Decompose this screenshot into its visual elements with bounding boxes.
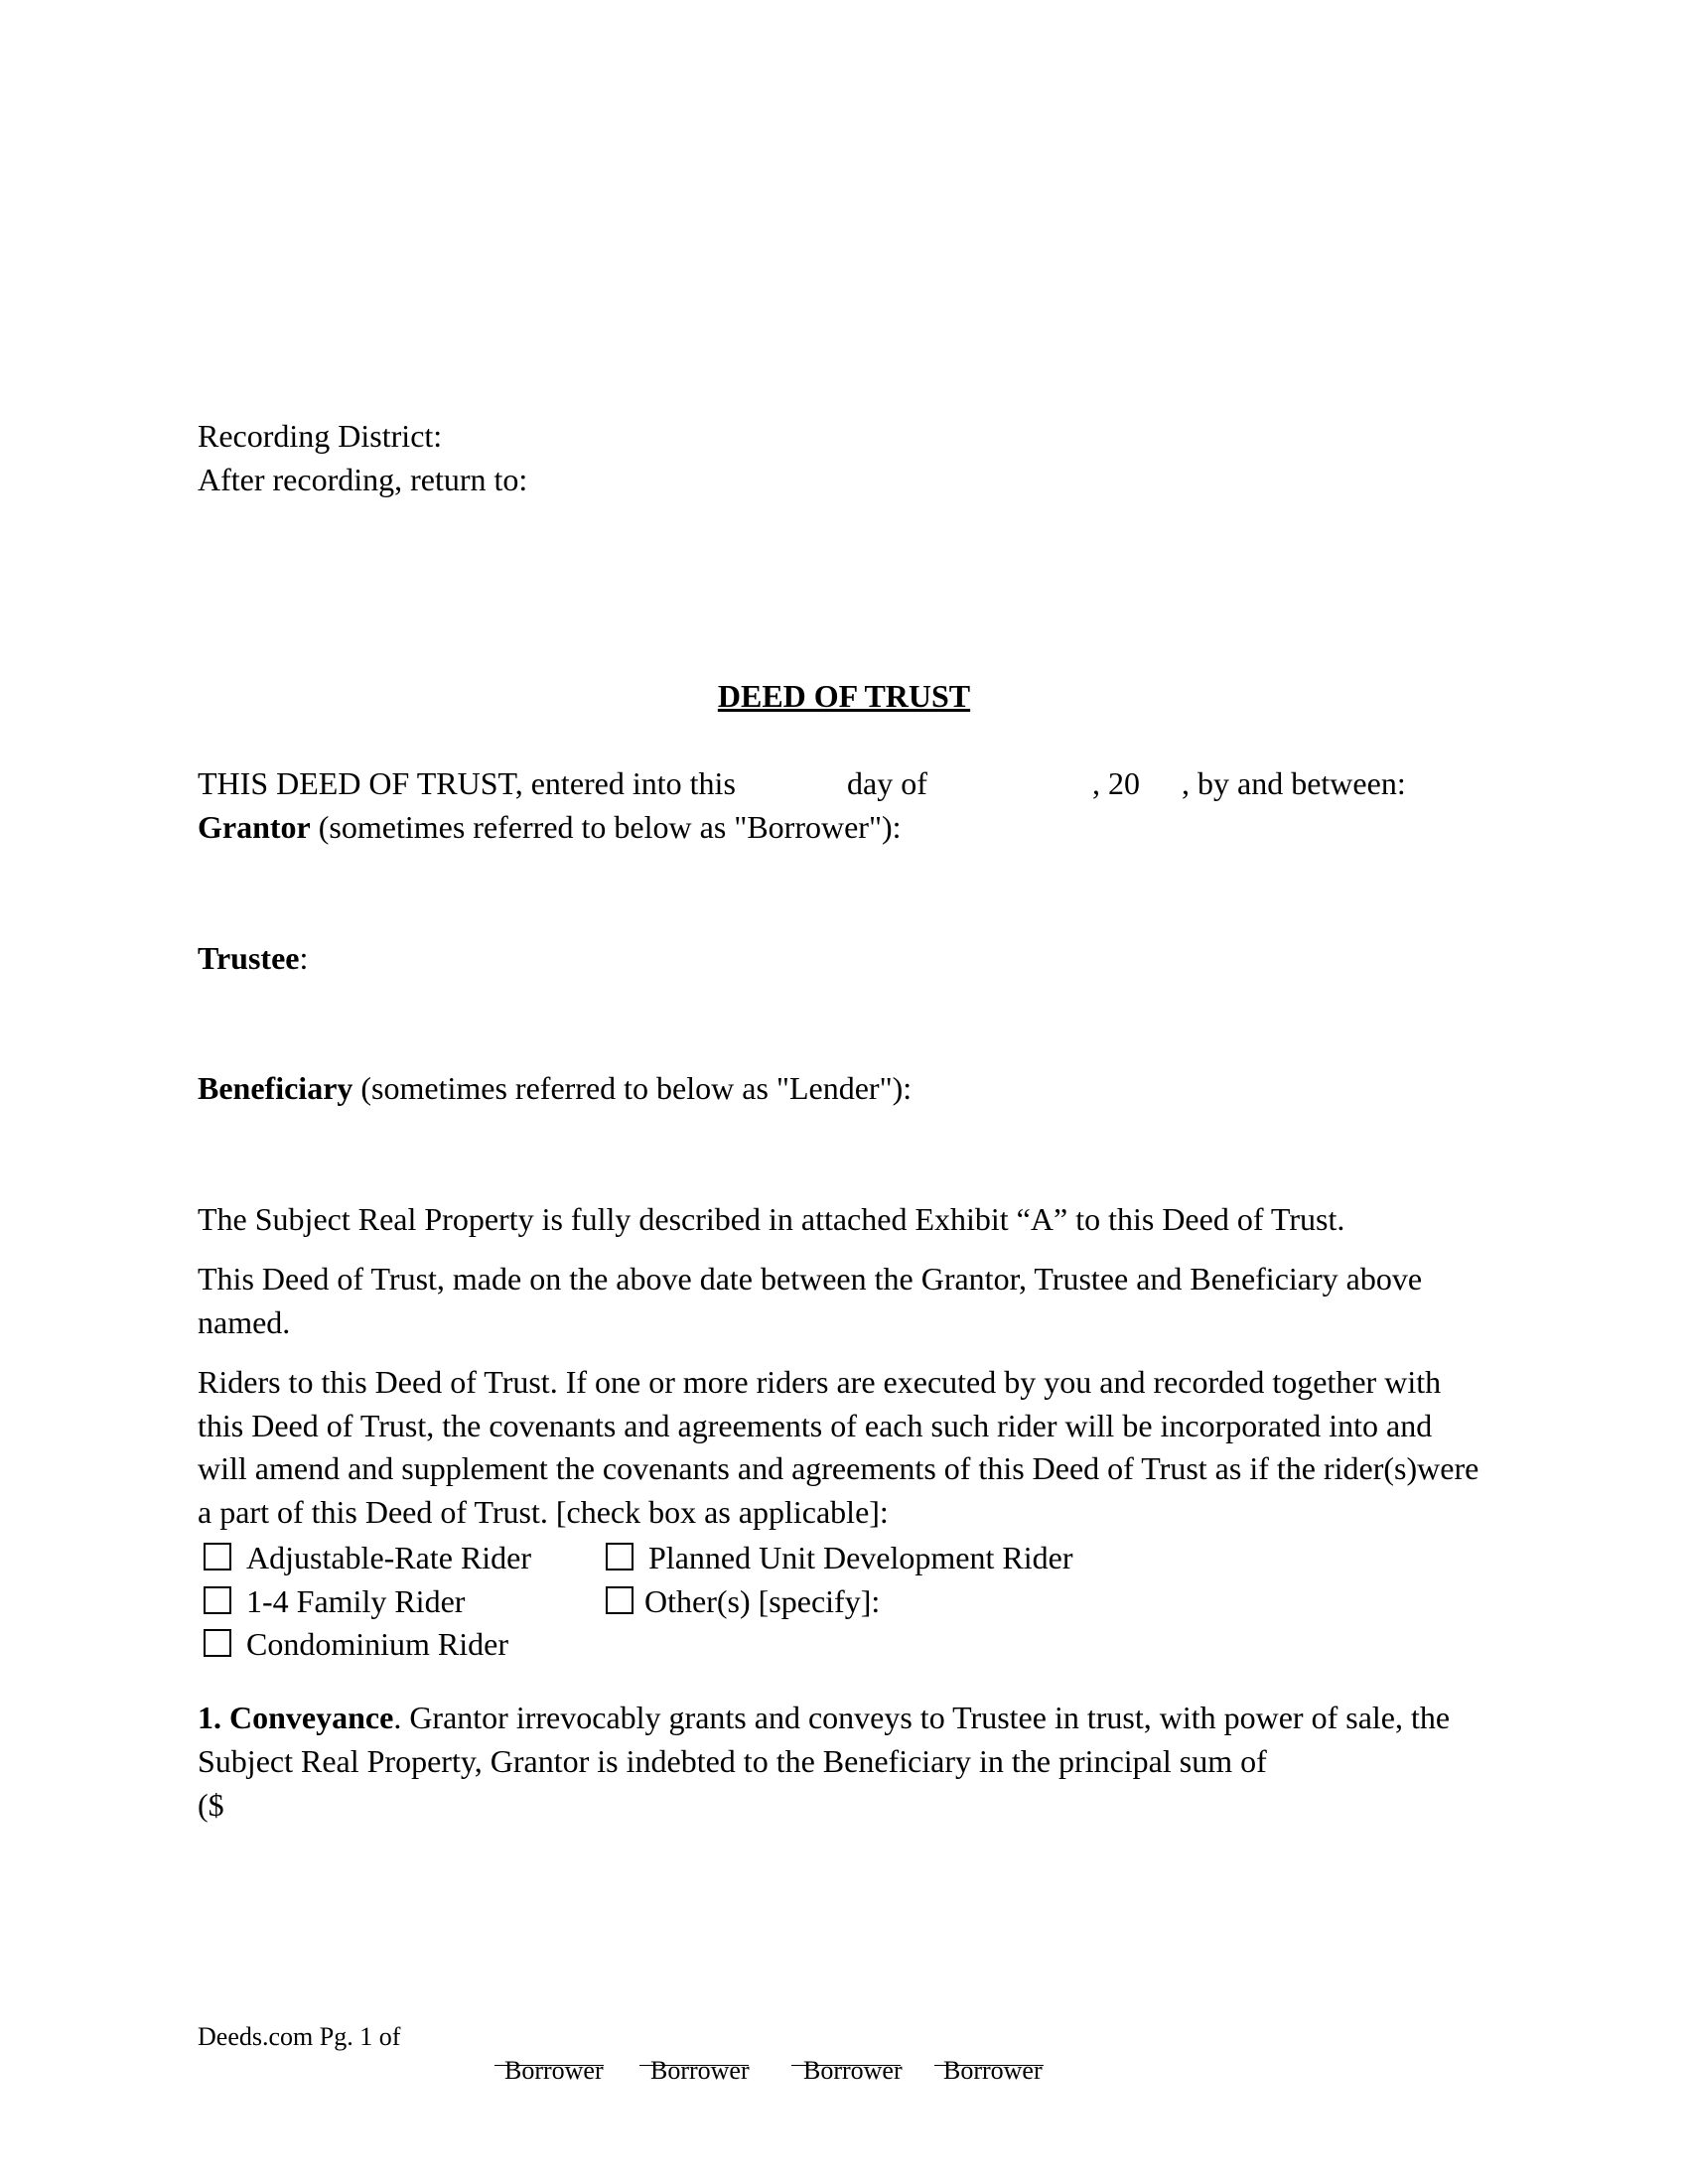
subject-property-paragraph: The Subject Real Property is fully described in attached Exhibit “A” to this Deed of Trust. — [198, 1201, 1345, 1237]
conveyance-text: . Grantor irrevocably grants and conveys to Trustee in trust, with power of sale, the Subject Real Property, Grantor is indebted to the Beneficiary in the principal sum of — [198, 1700, 1451, 1779]
intro-between: , by and between: — [1182, 765, 1406, 801]
adjustable-rate-rider-checkbox[interactable] — [204, 1543, 231, 1570]
document-title: DEED OF TRUST — [717, 678, 971, 714]
beneficiary-label: Beneficiary — [198, 1070, 353, 1106]
grantor-line — [198, 806, 902, 848]
borrower-label: Borrower — [504, 2056, 604, 2085]
beneficiary-line — [198, 1067, 912, 1109]
return-to-label: After recording, return to: — [198, 462, 528, 497]
beneficiary-desc: (sometimes referred to below as "Lender"): — [352, 1070, 913, 1106]
family-rider-label: 1-4 Family Rider — [246, 1583, 466, 1619]
borrower-label: Borrower — [650, 2056, 750, 2085]
intro-text: THIS DEED OF TRUST, entered into this — [198, 765, 736, 801]
planned-unit-rider-checkbox[interactable] — [606, 1543, 633, 1570]
borrower-label: Borrower — [943, 2056, 1043, 2085]
condominium-rider-label: Condominium Rider — [246, 1626, 508, 1662]
other-rider-checkbox[interactable] — [606, 1586, 633, 1614]
conveyance-paragraph — [198, 1697, 1488, 1783]
trustee-label: Trustee — [198, 940, 300, 976]
condominium-rider-checkbox[interactable] — [204, 1629, 231, 1657]
borrower-label: Borrower — [803, 2056, 903, 2085]
planned-unit-rider-label: Planned Unit Development Rider — [648, 1540, 1073, 1575]
adjustable-rate-rider-label: Adjustable-Rate Rider — [246, 1540, 532, 1575]
trustee-line — [198, 937, 308, 979]
grantor-label: Grantor — [198, 809, 311, 845]
riders-paragraph: Riders to this Deed of Trust. If one or more riders are executed by you and recorded together with this Deed of Trust, the covenants and agreements of each such rider will be incorporated into and will amend and supplement the covenants and agreements of this Deed of Trust as if the rider(s)were a part of this Deed of Trust. [check box as applicable]: — [198, 1364, 1479, 1530]
intro-day-of: day of — [847, 765, 927, 801]
principal-amount: ($ — [198, 1787, 224, 1823]
family-rider-checkbox[interactable] — [204, 1586, 231, 1614]
footer-page-number: Deeds.com Pg. 1 of — [198, 2022, 401, 2051]
trustee-desc: : — [299, 940, 309, 976]
other-rider-label: Other(s) [specify]: — [644, 1583, 881, 1619]
grantor-desc: (sometimes referred to below as "Borrower"): — [310, 809, 902, 845]
deed-made-paragraph: This Deed of Trust, made on the above date between the Grantor, Trustee and Beneficiary above named. — [198, 1261, 1423, 1340]
conveyance-label: 1. Conveyance — [198, 1700, 394, 1735]
recording-district-label: Recording District: — [198, 418, 443, 454]
intro-year: , 20 — [1092, 765, 1140, 801]
